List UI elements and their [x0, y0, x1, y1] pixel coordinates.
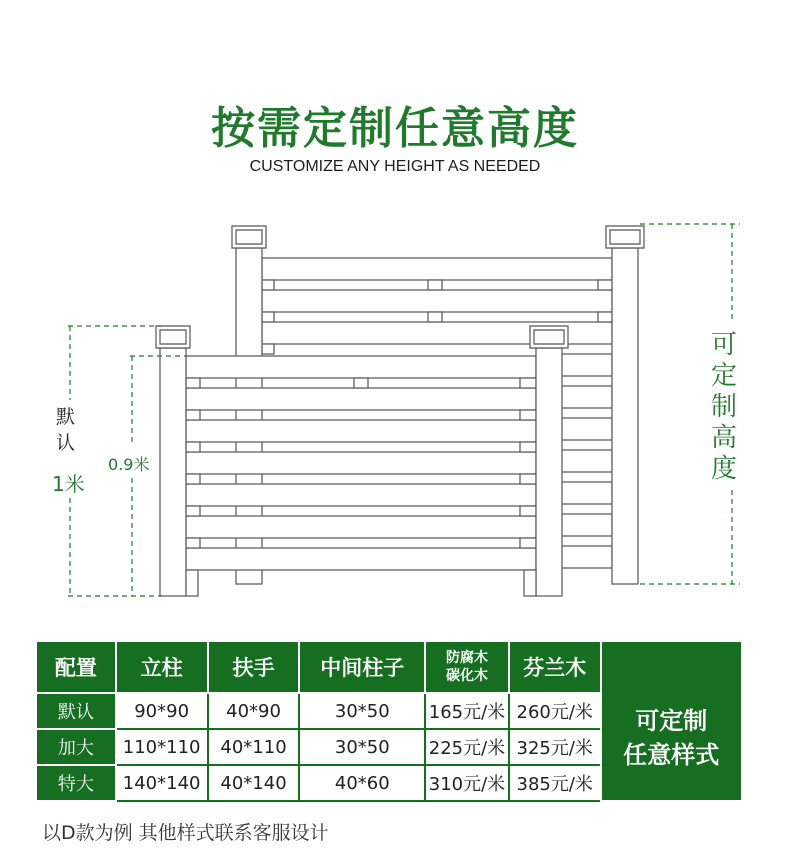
- header-post: 立柱: [116, 641, 208, 693]
- header-finnish-wood: 芬兰木: [509, 641, 601, 693]
- custom-height-label: 可定制高度: [710, 330, 737, 484]
- header-treated-wood-line2: 碳化木: [445, 668, 488, 684]
- page-title: 按需定制任意高度: [211, 103, 579, 154]
- cell-mid: 40*60: [299, 765, 425, 801]
- short-height-label: 0.9米: [108, 455, 150, 474]
- default-height-label: 默认: [56, 406, 76, 454]
- cell-price-b: 385元/米: [509, 765, 601, 801]
- cell-rail: 40*140: [208, 765, 300, 801]
- cell-mid: 30*50: [299, 729, 425, 765]
- cell-post: 140*140: [116, 765, 208, 801]
- front-fence: [156, 326, 568, 596]
- cell-price-a: 165元/米: [425, 693, 509, 729]
- header-mid-post: 中间柱子: [299, 641, 425, 693]
- row-name: 默认: [36, 693, 116, 729]
- spec-table: [35, 640, 743, 802]
- table-header-row: [36, 641, 742, 693]
- row-name: 特大: [36, 765, 116, 801]
- header-treated-wood-line1: 防腐木: [445, 650, 488, 666]
- cell-rail: 40*90: [208, 693, 300, 729]
- header-treated-wood: [425, 641, 509, 693]
- cell-post: 90*90: [116, 693, 208, 729]
- custom-style-line1: 可定制: [635, 707, 708, 735]
- custom-style-line2: 任意样式: [623, 741, 720, 769]
- cell-rail: 40*110: [208, 729, 300, 765]
- cell-price-b: 260元/米: [509, 693, 601, 729]
- footnote: 以D款为例 其他样式联系客服设计: [42, 822, 329, 844]
- default-height-value: 1米: [52, 472, 85, 496]
- cell-price-a: 225元/米: [425, 729, 509, 765]
- header-rail: 扶手: [208, 641, 300, 693]
- page-subtitle: CUSTOMIZE ANY HEIGHT AS NEEDED: [249, 158, 541, 175]
- header-config: 配置: [36, 641, 116, 693]
- cell-mid: 30*50: [299, 693, 425, 729]
- cell-price-a: 310元/米: [425, 765, 509, 801]
- row-name: 加大: [36, 729, 116, 765]
- cell-post: 110*110: [116, 729, 208, 765]
- custom-style-note: [601, 641, 742, 801]
- cell-price-b: 325元/米: [509, 729, 601, 765]
